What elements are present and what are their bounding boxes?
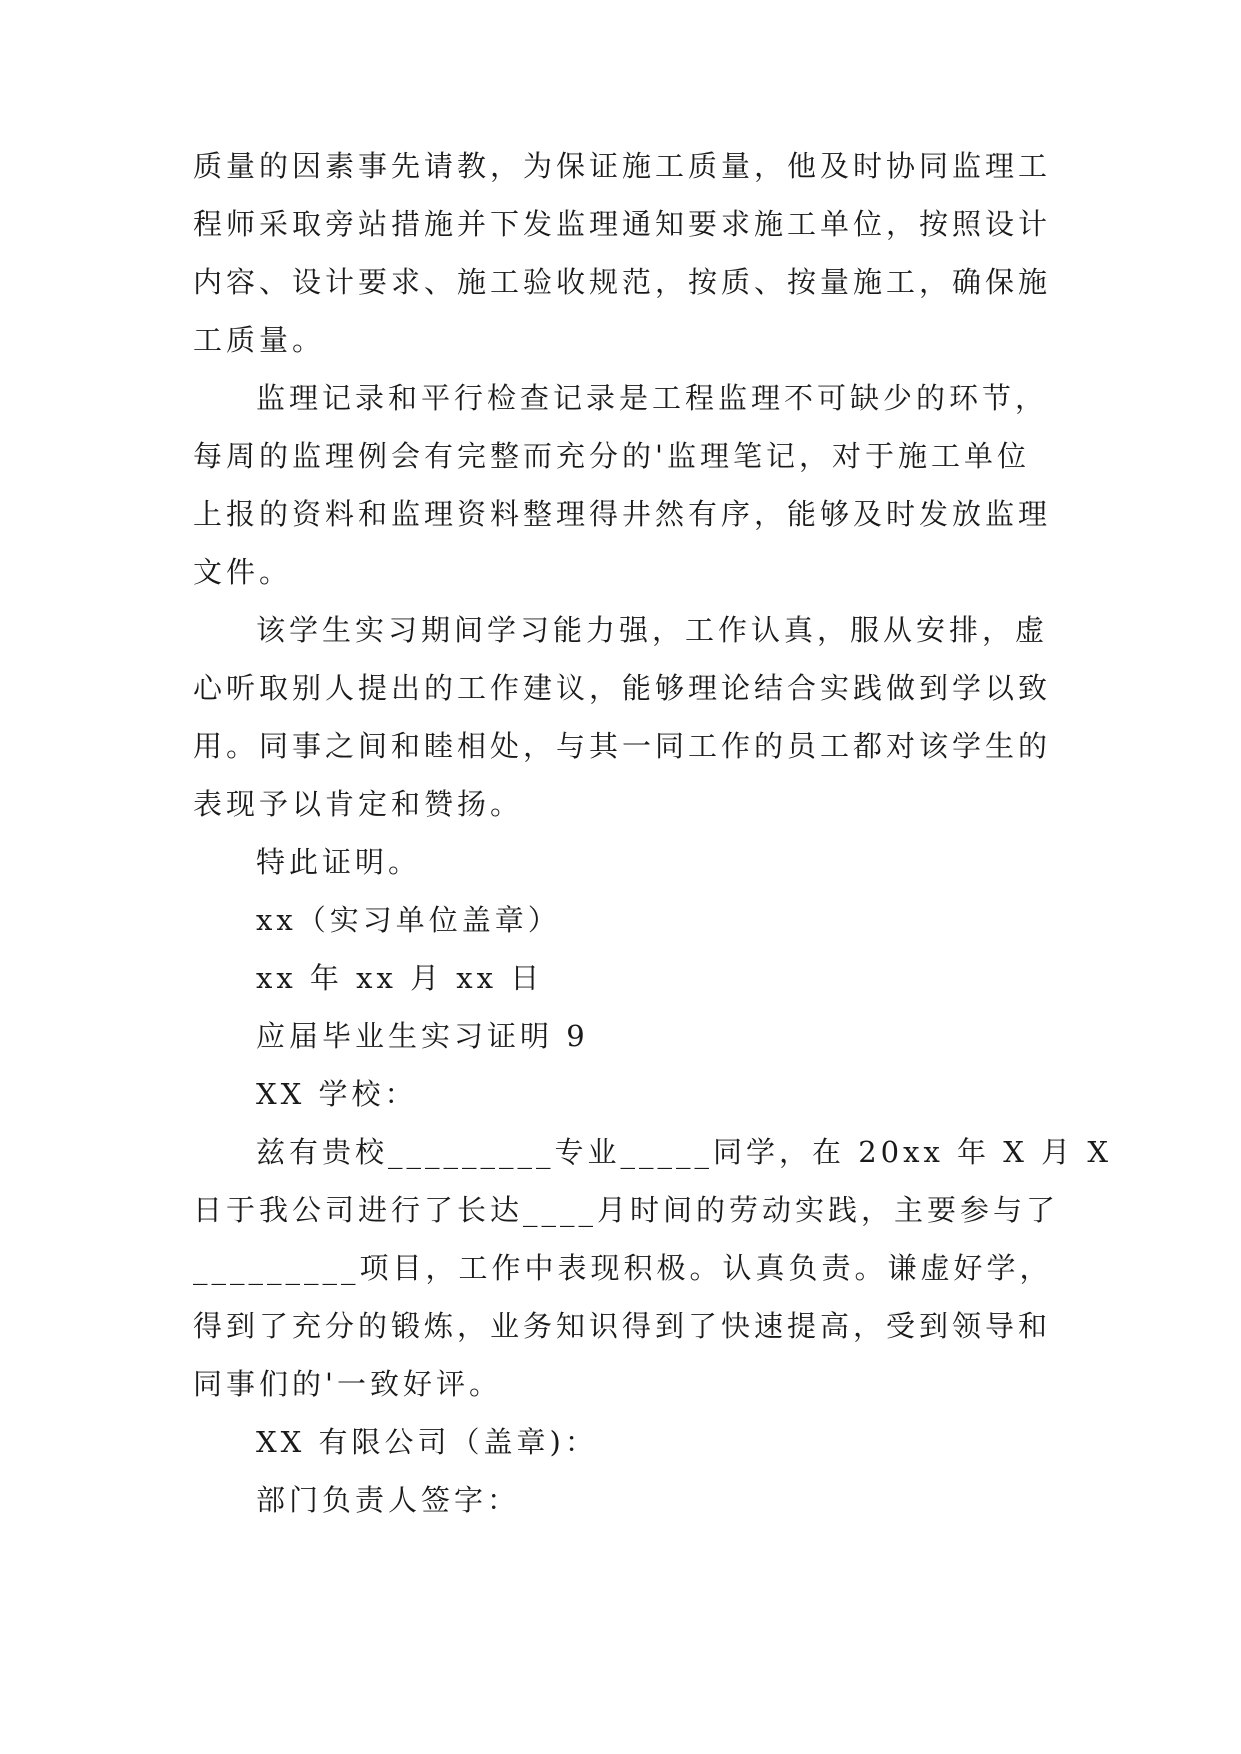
paragraph-line: 表现予以肯定和赞扬。 bbox=[193, 787, 524, 821]
paragraph-line: 文件。 bbox=[193, 555, 293, 589]
paragraph-line: 日于我公司进行了长达____月时间的劳动实践，主要参与了 bbox=[193, 1193, 1060, 1227]
paragraph-line: 质量的因素事先请教，为保证施工质量，他及时协同监理工 bbox=[193, 149, 1052, 183]
paragraph-line: 程师采取旁站措施并下发监理通知要求施工单位，按照设计 bbox=[193, 207, 1052, 241]
document-body bbox=[193, 137, 1112, 1529]
paragraph-line: 得到了充分的锻炼，业务知识得到了快速提高，受到领导和 bbox=[193, 1309, 1052, 1343]
section-title: 应届毕业生实习证明 9 bbox=[256, 1019, 589, 1053]
salutation: XX 学校： bbox=[256, 1077, 418, 1111]
date-line: xx 年 xx 月 xx 日 bbox=[256, 961, 544, 995]
paragraph-line: 工质量。 bbox=[193, 323, 326, 357]
paragraph-line: 兹有贵校_________专业_____同学，在 20xx 年 X 月 X bbox=[256, 1135, 1112, 1169]
signature-line: 部门负责人签字： bbox=[256, 1483, 521, 1517]
issuer-line: xx（实习单位盖章） bbox=[256, 903, 561, 937]
paragraph-line: 用。同事之间和睦相处，与其一同工作的员工都对该学生的 bbox=[193, 729, 1052, 763]
paragraph-line: _________项目，工作中表现积极。认真负责。谦虚好学， bbox=[193, 1251, 1053, 1285]
paragraph-line: 监理记录和平行检查记录是工程监理不可缺少的环节， bbox=[256, 381, 1049, 415]
company-seal-line: XX 有限公司（盖章)： bbox=[256, 1425, 598, 1459]
closing-statement: 特此证明。 bbox=[256, 845, 422, 879]
paragraph-line: 该学生实习期间学习能力强，工作认真，服从安排，虚 bbox=[256, 613, 1049, 647]
paragraph-line: 每周的监理例会有完整而充分的'监理笔记，对于施工单位 bbox=[193, 439, 1030, 473]
paragraph-line: 内容、设计要求、施工验收规范，按质、按量施工，确保施 bbox=[193, 265, 1052, 299]
paragraph-line: 心听取别人提出的工作建议，能够理论结合实践做到学以致 bbox=[193, 671, 1052, 705]
paragraph-line: 上报的资料和监理资料整理得井然有序，能够及时发放监理 bbox=[193, 497, 1052, 531]
paragraph-line: 同事们的'一致好评。 bbox=[193, 1367, 502, 1401]
